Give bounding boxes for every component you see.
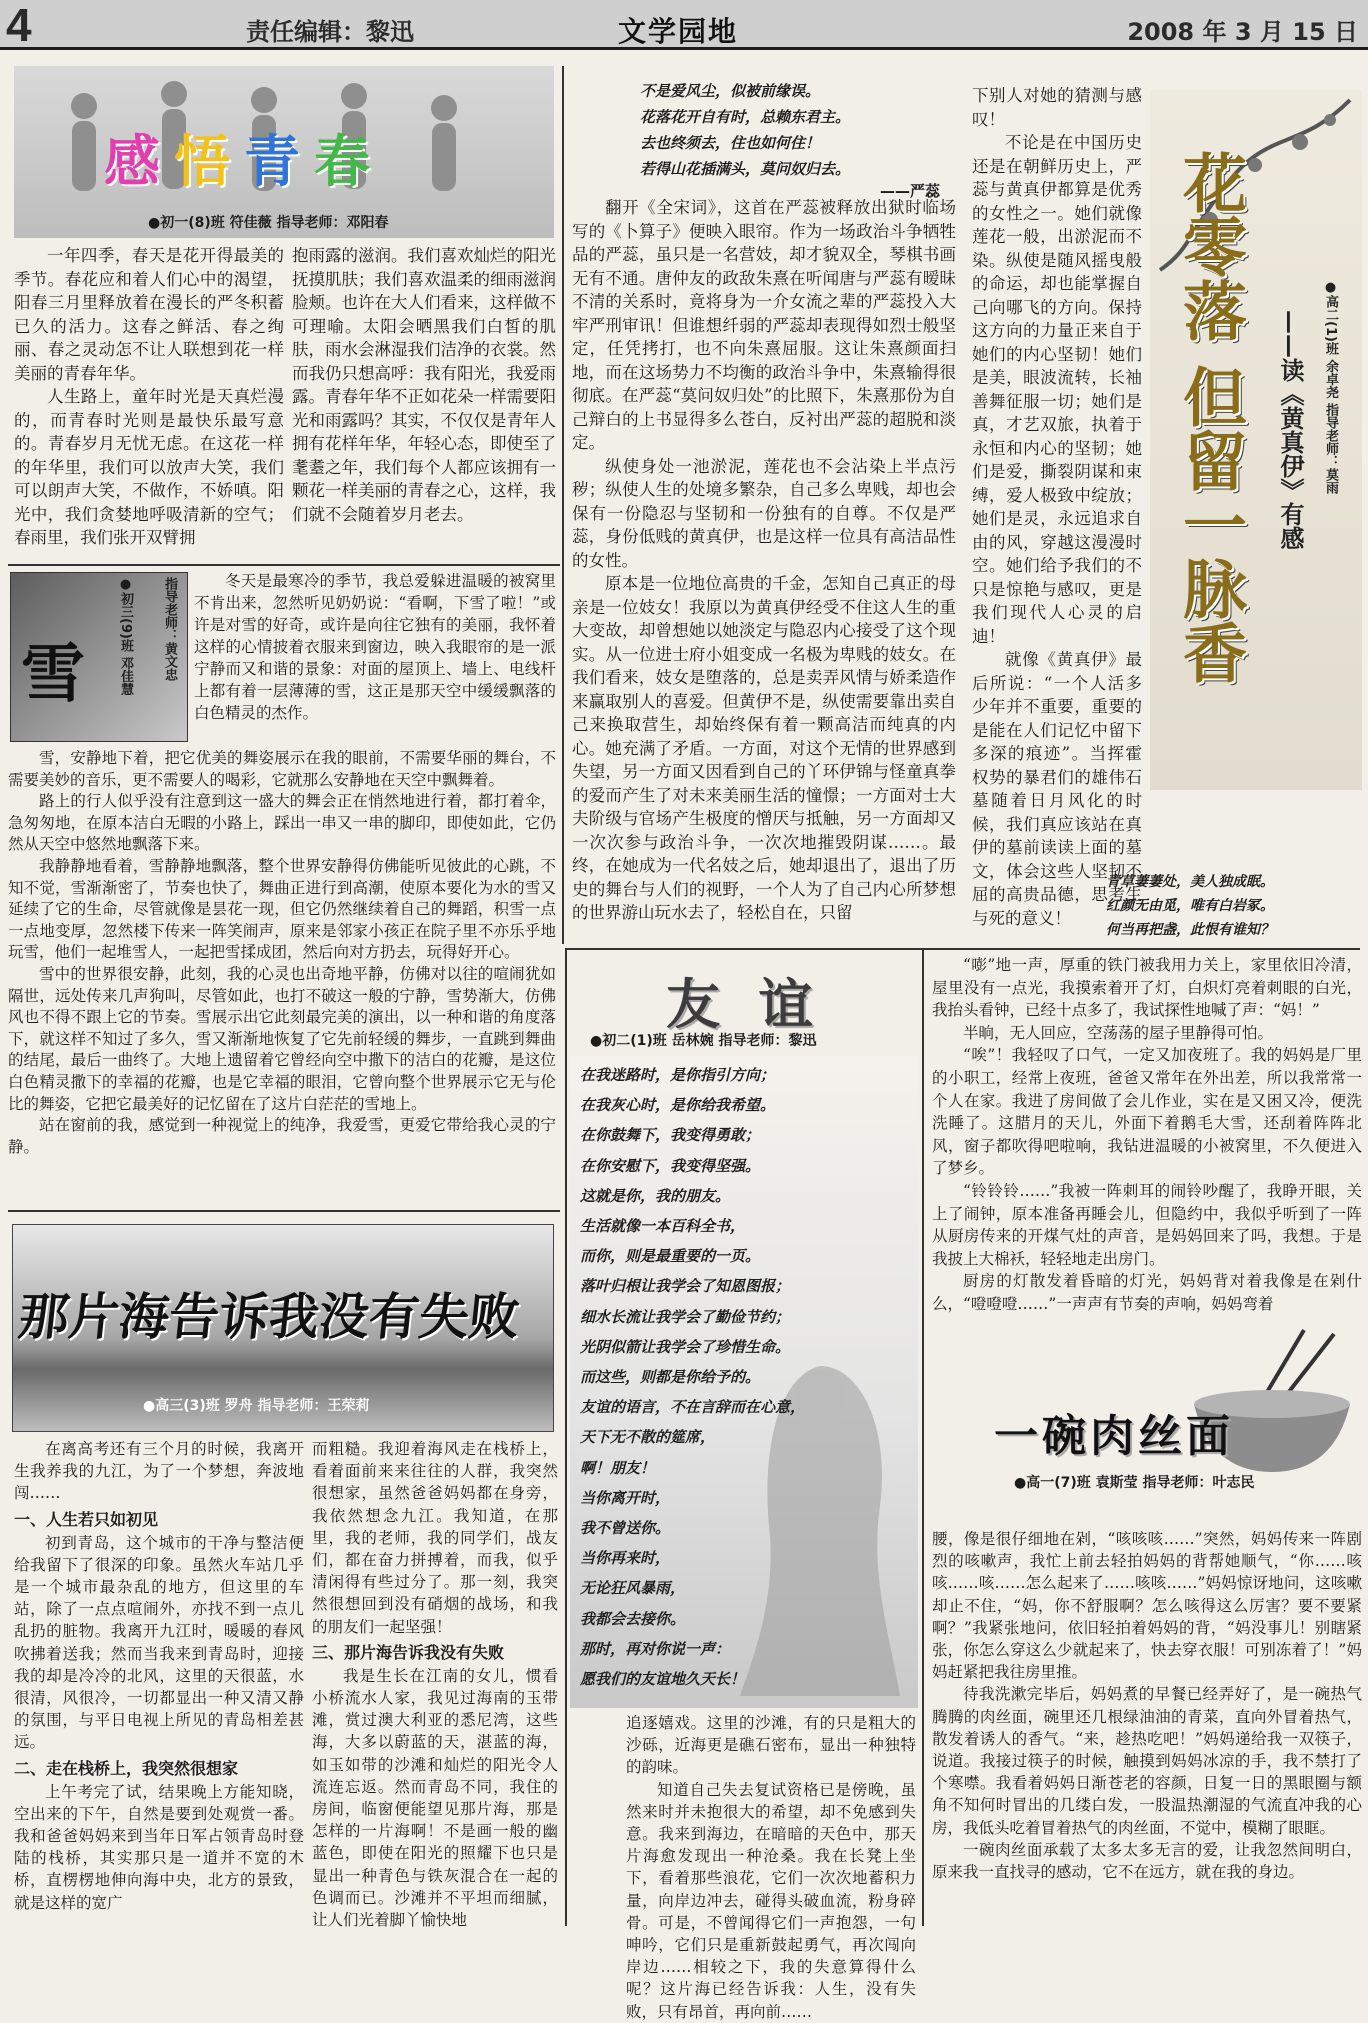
youth-title-char: 感 [104, 130, 174, 195]
paragraph: 上午考完了试，结果晚上方能知晓，空出来的下午，自然是要到处观赏一番。我和爸爸妈妈来到当年日军占领青岛时登陆的栈桥，其实那只是一道并不宽的木桥，直楞楞地伸向海中央，北方的景致，就是这样的宽广 [14, 1782, 304, 1912]
paragraph: 翻开《全宋词》，这首在严蕊被释放出狱时临场写的《卜算子》便映入眼帘。作为一场政治斗争牺牲品的严蕊，虽只是一名营妓，却才貌双全，琴棋书画无有不通。唐仲友的政敌朱熹在听闻唐与严蕊有暧昧不清的关系时，竟将身为一介女流之辈的严蕊投入大牢严刑审讯！但谁想纤弱的严蕊却表现得如烈士般坚定，任凭拷打，也不向朱熹屈服。这让朱熹颜面扫地，而在这场势力不均衡的政治斗争中，朱熹输得很彻底。在严蕊“莫问奴归处”的比照下，朱熹那份为自己辩白的上书显得多么苍白，反衬出严蕊的超脱和淡定。 [572, 198, 956, 452]
flower-text-col1 [572, 196, 956, 572]
friendship-line: 啊！朋友！ [580, 1458, 656, 1477]
friendship-line: 友谊的语言，不在言辞而在心意， [580, 1398, 806, 1417]
paragraph: 一年四季，春天是花开得最美的季节。春花应和着人们心中的渴望，阳春三月里释放着在漫长的严冬积蓄已久的活力。这春之鲜活、春之绚丽、春之灵动怎不让人联想到花一样美丽的青春年华。 [14, 246, 284, 383]
friendship-poem-panel [570, 1056, 918, 1708]
friendship-byline: ●初二(1)班 岳林婉 指导老师：黎迅 [590, 1033, 817, 1049]
snow-text-body [8, 748, 556, 1204]
youth-text-col1 [14, 244, 284, 560]
noodle-text-top [932, 954, 1362, 1322]
paragraph: 我是生长在江南的女儿，惯看小桥流水人家，我见过海南的玉带滩，赏过澳大利亚的悉尼湾，这些海，大多以蔚蓝的天，湛蓝的海，如玉如带的沙滩和灿烂的阳光令人流连忘返。然而青岛不同，我住的房间，临窗便能望见那片海，那是怎样的一片海啊！不是画一般的幽蓝色，即使在阳光的照耀下也只是显出一种青色与铁灰混合在一起的色调而已。沙滩并不平坦而细腻，让人们光着脚丫愉快地 [312, 1666, 558, 1930]
paragraph: 抱雨露的滋润。我们喜欢灿烂的阳光抚摸肌肤；我们喜欢温柔的细雨滋润脸颊。也许在大人们看来，这样做不可理喻。太阳会晒黑我们白皙的肌肤，雨水会淋湿我们洁净的衣裳。然而我仍只想高呼：我有阳光，我爱雨露。青春年华不正如花朵一样需要阳光和雨露吗？其实，不仅仅是青年人拥有花样年华，年轻心态，即使至了耄耋之年，我们每个人都应该拥有一颗花一样美丽的青春之心，这样，我们就不会随着岁月老去。 [292, 246, 556, 524]
snow-teacher: 指导老师：黄文忠 [162, 577, 177, 681]
flower-text-col2 [572, 572, 956, 946]
epitaph-line: 青草萋萋处，美人独成眠。 [1106, 874, 1274, 890]
paragraph: 我静静地看着，雪静静地飘落，整个世界安静得仿佛能听见彼此的心跳，不知不觉，雪渐渐密了，节奏也快了，舞曲正进行到高潮，使原本要化为水的雪又延续了它的生命，尽管就像是昙花一现，但它仍然继续着自己的舞蹈，积雪一点一点地变厚，忽然楼下传来一阵笑闹声，原来是邻家小孩正在院子里不亦乐乎地玩雪，他们一起堆雪人，一起把雪揉成团，然后向对方扔去，玩得好开心。 [8, 856, 556, 962]
flower-subtitle: ——读《黄真伊》有感 [1276, 310, 1305, 550]
snow-title: 雪 [21, 638, 85, 712]
friendship-line: 而这些，则都是你给予的。 [580, 1368, 761, 1387]
paragraph: 原本是一位地位高贵的千金，怎知自己真正的母亲是一位妓女！我原以为黄真伊经受不住这人生的重大变故，却曾想她以她淡定与隐忍内心接受了这个现实。从一位进士府小姐变成一名极为卑贱的妓女。在我们看来，妓女是堕落的，总是卖弄风情与娇柔造作来赢取别人的喜爱。但黄伊不是，纵使需要靠出卖自己来换取营生，却始终保有着一颗高洁而纯真的内心。她充满了矛盾。一方面，对这个无情的世界感到失望，另一方面又因看到自己的丫环伊锦与怪童真拳的爱而产生了对未来美丽生活的憧憬；一方面对士大夫阶级与官场产生极度的憎厌与抵触，另一方面却又一次次参与政治斗争，一次次地摧毁阴谋……。最终，在她成为一代名妓之后，她却退出了，退出了历史的舞台与人们的视野，一个人为了自己内心所梦想的世界游山玩水去了，轻松自在，只留 [572, 574, 956, 922]
noodle-byline: ●高一(7)班 袁斯莹 指导老师：叶志民 [1014, 1475, 1255, 1491]
sea-subheading: 一、人生若只如初见 [14, 1509, 159, 1529]
section-divider [8, 564, 560, 566]
paragraph: 一碗肉丝面承载了太多太多无言的爱，让我忽然间明白，原来我一直找寻的感动，它不在远方，就在我的身边。 [932, 1840, 1362, 1882]
paragraph: 半晌，无人回应，空荡荡的屋子里静得可怕。 [963, 1023, 1274, 1042]
paragraph: 在离高考还有三个月的时候，我离开生我养我的九江，为了一个梦想，奔波地闯…… [14, 1440, 304, 1503]
flower-title-panel [1150, 90, 1362, 790]
section-title: 文学园地 [618, 15, 739, 48]
page-header [0, 0, 1368, 50]
youth-banner [14, 66, 554, 238]
friendship-line: 在你鼓舞下，我变得勇敢； [580, 1126, 761, 1145]
friendship-line: 愿我们的友谊地久天长！ [580, 1670, 746, 1689]
friendship-title: 友 谊 [666, 973, 823, 1036]
friendship-line: 在我迷路时，是你指引方向； [580, 1066, 776, 1084]
friendship-line: 那时，再对你说一声： [580, 1639, 731, 1658]
paragraph: 路上的行人似乎没有注意到这一盛大的舞会正在悄然地进行着，都打着伞，急匆匆地，在原本洁白无暇的小路上，踩出一串又一串的脚印，即使如此，它仍然从天空中悠然地飘落下来。 [8, 792, 556, 854]
paragraph: 站在窗前的我，感觉到一种视觉上的纯净，我爱雪，更爱它带给我心灵的宁静。 [8, 1116, 556, 1156]
youth-title-char: 悟 [174, 130, 244, 195]
friendship-line: 这就是你，我的朋友。 [580, 1186, 731, 1205]
column-divider [562, 66, 564, 944]
flower-title: 花零落 但留一脉香 [1172, 150, 1247, 685]
friendship-line: 当你离开时， [580, 1488, 671, 1507]
sea-text-col3 [626, 1712, 916, 2021]
friendship-line: 当你再来时， [580, 1549, 671, 1568]
epitaph-line: 何当再把盏，此恨有谁知？ [1106, 922, 1274, 938]
paragraph: 初到青岛，这个城市的干净与整洁便给我留下了很深的印象。虽然火车站几乎是一个城市最杂乱的地方，但这里的车站，除了一点点喧闹外，亦找不到一点儿乱扔的脏物。我离开九江时，暖暖的春风吹拂着送我；然而当我来到青岛时，迎接我的却是冷冷的北风，这里的天很蓝，水很清，风很冷，一切都显出一种又清又静的氛围，与平日电视上所见的青岛相差甚远。 [14, 1533, 304, 1752]
sea-byline: ●高三(3)班 罗舟 指导老师：王荣莉 [143, 1398, 370, 1414]
youth-title-char: 青 [244, 130, 314, 195]
poem-block [600, 78, 940, 194]
editor-credit: 责任编辑：黎迅 [246, 18, 414, 46]
friendship-line: 在我灰心时，是你给我希望。 [580, 1096, 776, 1115]
section-divider [8, 1210, 560, 1212]
snow-byline: ●初三(9)班 邓佳慧 [118, 577, 133, 696]
paragraph: 而粗糙。我迎着海风走在栈桥上，看着面前来来往往的人群，我突然很想家，虽然爸爸妈妈都在身旁，我依然想念九江。我知道，在那里，我的老师，我的同学们，战友们，都在奋力拼搏着，而我，似乎清闲得有些过分了。那一刻，我突然很想回到没有硝烟的战场，和我的朋友们一起坚强！ [312, 1440, 558, 1636]
friendship-line: 生活就像一本百科全书， [580, 1217, 746, 1236]
poem-line: 不是爱风尘，似被前缘误。 [640, 82, 821, 100]
youth-text-col2 [292, 244, 556, 560]
sea-subheading: 二、走在栈桥上，我突然很想家 [14, 1758, 239, 1778]
paragraph: 纵使身处一池淤泥，莲花也不会沾染上半点污秽；纵使人生的处境多繁杂，自己多么卑贱，却也会保有一份隐忍与坚韧和一份独有的自尊。不仅是严蕊，身份低贱的黄真伊，也是这样一位具有高洁品性的女性。 [572, 456, 956, 570]
epitaph-block [1050, 870, 1330, 946]
paragraph: 知道自己失去复试资格已是傍晚，虽然来时并未抱很大的希望，却不免感到失意。我来到海边，在暗暗的天色中，那天片海愈发现出一种沧桑。我在长凳上坐下，看着那些浪花，它们一次次地蓄积力量，向岸边冲去，碰得头破血流，粉身碎骨。可是，不曾闻得它们一声抱怨，一句呻吟，它们只是重新鼓起勇气，再次闯向岸边……相较之下，我的失意算得什么呢？这片海已经告诉我：人生，没有失败，只有昂首，再向前…… [626, 1780, 916, 2021]
paragraph: 人生路上，童年时光是天真烂漫的，而青春时光则是最快乐最写意的。青春岁月无忧无虑。在这花一样的年华里，我们可以放声大笑，我们可以朗声大笑，不做作，不娇嗔。阳光中，我们贪婪地呼吸清新的空气；春雨里，我们张开双臂拥 [14, 387, 284, 547]
paragraph: 追逐嬉戏。这里的沙滩，有的只是粗大的沙砾，近海更是礁石密布，显出一种独特的韵味。 [626, 1714, 916, 1777]
friendship-line: 在你安慰下，我变得坚强。 [580, 1156, 761, 1175]
friendship-header [570, 956, 918, 1052]
snow-text-top [194, 570, 556, 746]
paragraph: 雪中的世界很安静，此刻，我的心灵也出奇地平静，仿佛对以往的喧闹犹如隔世，远处传来几声狗叫，尽管如此，也打不破这一般的宁静，雪势渐大，仿佛风也不得不跟上它的节奏。雪展示出它此刻最完美的演出，以一种和谐的角度落下，就这样不知过了多久，雪又渐渐地恢复了它先前轻缓的舞步，一直跳到舞曲的结尾，最后一曲终了。大地上遗留着它曾经向空中撒下的洁白的花瓣，是这位白色精灵撒下的幸福的花瓣，也是它幸福的眼泪，它曾向整个世界展示它无与伦比的舞姿，它把它最美好的记忆留在了这片白茫茫的雪地上。 [8, 964, 556, 1113]
paragraph: 冬天是最寒冷的季节，我总爱躲进温暖的被窝里不肯出来，忽然听见奶奶说：“看啊，下雪了啦！”或许是对雪的好奇，或许是向往它独有的美丽，我怀着这样的心情披着衣服来到窗边，映入我眼帘的是一派宁静而又和谐的景象：对面的屋顶上、墙上、电线杆上都有着一层薄薄的雪，这正是那天空中缓缓飘落的白色精灵的杰作。 [194, 572, 556, 722]
poem-line: 去也终须去，住也如何住！ [640, 134, 821, 152]
friendship-line: 细水长流让我学会了勤俭节约； [580, 1307, 791, 1326]
friendship-line: 而你，则是最重要的一页。 [580, 1247, 761, 1266]
paragraph: 不论是在中国历史还是在朝鲜历史上，严蕊与黄真伊都算是优秀的女性之一。她们就像莲花一般，出淤泥而不染。纵使是随风摇曳般的命运，却也能掌握自己向哪飞的方向。保持这方向的力量正来自于她们的内心坚韧！她们是美，眼波流转，长袖善舞征服一切；她们是真，才艺双旅，执着于永恒和内心的坚韧；她们是爱，撕裂阴谋和束缚，爱人极致中绽放；她们是灵，永远追求自由的风，穿越这漫漫时空。她们给予我们的不只是惊艳与感叹，更是我们现代人心灵的启迪！ [972, 133, 1142, 646]
paragraph: 雪，安静地下着，把它优美的舞姿展示在我的眼前，不需要华丽的舞台，不需要美妙的音乐，更不需要人的喝彩，它就那么安静地在天空中飘舞着。 [8, 749, 556, 789]
flower-text-tail [972, 808, 1358, 864]
friendship-line: 落叶归根让我学会了知恩图报； [580, 1277, 791, 1296]
friendship-line: 我不曾送你。 [580, 1519, 671, 1538]
paragraph: 腰，像是很仔细地在剁，“咳咳咳……”突然，妈妈传来一阵剧烈的咳嗽声，我忙上前去轻拍妈妈的背帮她顺气，“你……咳咳……咳……怎么起来了……咳咳……”妈妈惊讶地问，这咳嗽却止不住，“妈，你不舒服啊？怎么咳得这么厉害？要不要紧啊？”我紧张地问，依旧轻拍着妈妈的背，“妈没事儿！别瞎紧张，你怎么穿这么少就起来了，快去穿衣服！可别冻着了！”妈妈赶紧把我往房里推。 [932, 1530, 1362, 1682]
noodle-text-bottom [932, 1528, 1362, 1932]
friendship-line: 我都会去接你。 [580, 1609, 686, 1628]
friendship-line: 光阴似箭让我学会了珍惜生命。 [580, 1337, 791, 1356]
epitaph-line: 红颜无由觅，唯有白岩冢。 [1106, 898, 1274, 914]
sea-text-col1 [14, 1438, 304, 1928]
poem-line: 花落花开自有时，总赖东君主。 [640, 108, 851, 126]
sea-text-col2 [312, 1438, 558, 1928]
issue-date: 2008 年 3 月 15 日 [1127, 18, 1358, 46]
youth-title-char: 春 [314, 130, 384, 195]
snow-photo-box [10, 572, 188, 742]
friendship-lines [580, 1060, 910, 1700]
paragraph: 待我洗漱完毕后，妈妈煮的早餐已经弄好了，是一碗热气腾腾的肉丝面，碗里还几根绿油油的青菜，直向外冒着热气，散发着诱人的香气。“来，趁热吃吧！”妈妈递给我一双筷子，说道。我接过筷子的时候，触摸到妈妈冰凉的手，我不禁打了个寒噤。我看着妈妈日渐苍老的容颜，日复一日的黑眼圈与额角不知何时冒出的几缕白发，一股温热潮湿的气流直冲我的心房，我低头吃着冒着热气的肉丝面，不觉中，模糊了眼眶。 [932, 1685, 1362, 1837]
paragraph: “嘭”地一声，厚重的铁门被我用力关上，家里依旧冷清，屋里没有一点光，我摸索着开了灯，白炽灯亮着刺眼的白光，我抬头看钟，已经十点多了，我试探性地喊了声：“妈！” [932, 956, 1362, 1020]
paragraph: 就像《黄真伊》最后所说：“一个人活多少年并不重要，重要的是能在人们记忆中留下多深的痕迹”。当挥霍权势的暴君们的雄伟石墓随着日月风化的时候，我们真应该站在真伊的墓前读读上面的墓文，体会这些人坚韧不屈的高贵品德，思考生与死的意义！ [972, 650, 1142, 928]
sea-subheading: 三、那片海告诉我没有失败 [312, 1642, 505, 1662]
friendship-line: 天下无不散的筵席， [580, 1428, 716, 1447]
flower-text-col3 [972, 84, 1142, 928]
paragraph: “唉”！我轻叹了口气，一定又加夜班了。我的妈妈是厂里的小职工，经常上夜班，爸爸又常年在外出差，所以我常常一个人在家。我进了房间做了会儿作业，实在是又困又冷，便洗洗睡了。这腊月的天儿，外面下着鹅毛大雪，还刮着阵阵北风，窗子都吹得吧啦响，我钻进温暖的小被窝里，不久便进入了梦乡。 [932, 1046, 1362, 1178]
sea-banner [12, 1224, 554, 1432]
noodle-header [934, 1322, 1362, 1522]
page-number: 4 [6, 0, 32, 51]
friendship-line: 无论狂风暴雨， [580, 1579, 686, 1598]
paragraph: “铃铃铃……”我被一阵刺耳的闹铃吵醒了，我睁开眼，关上了闹钟，原本准备再睡会儿，但隐约中，我似乎听到了一阵从厨房传来的开煤气灶的声音，是妈妈回来了吗，我想。于是我披上大棉袄，轻轻地走出房门。 [932, 1181, 1362, 1268]
poem-line: 若得山花插满头，莫问奴归去。 [640, 160, 851, 178]
flower-byline: ●高二(1)班 余卓尧 指导老师：莫雨 [1323, 280, 1338, 494]
column-divider [565, 950, 567, 1926]
column-divider [922, 950, 924, 1926]
poem-author: ——严蕊 [880, 182, 941, 200]
youth-title [104, 118, 524, 195]
paragraph: 厨房的灯散发着昏暗的灯光，妈妈背对着我像是在剁什么，“噔噔噔……”一声声有节奏的声响，妈妈弯着 [932, 1272, 1362, 1313]
noodle-title: 一碗肉丝面 [994, 1411, 1234, 1462]
section-divider [565, 948, 1360, 950]
sea-title: 那片海告诉我没有失败 [15, 1288, 523, 1346]
youth-byline: ●初一(8)班 符佳薇 指导老师：邓阳春 [148, 215, 389, 231]
paragraph: 下别人对她的猜测与感叹！ [972, 86, 1142, 129]
